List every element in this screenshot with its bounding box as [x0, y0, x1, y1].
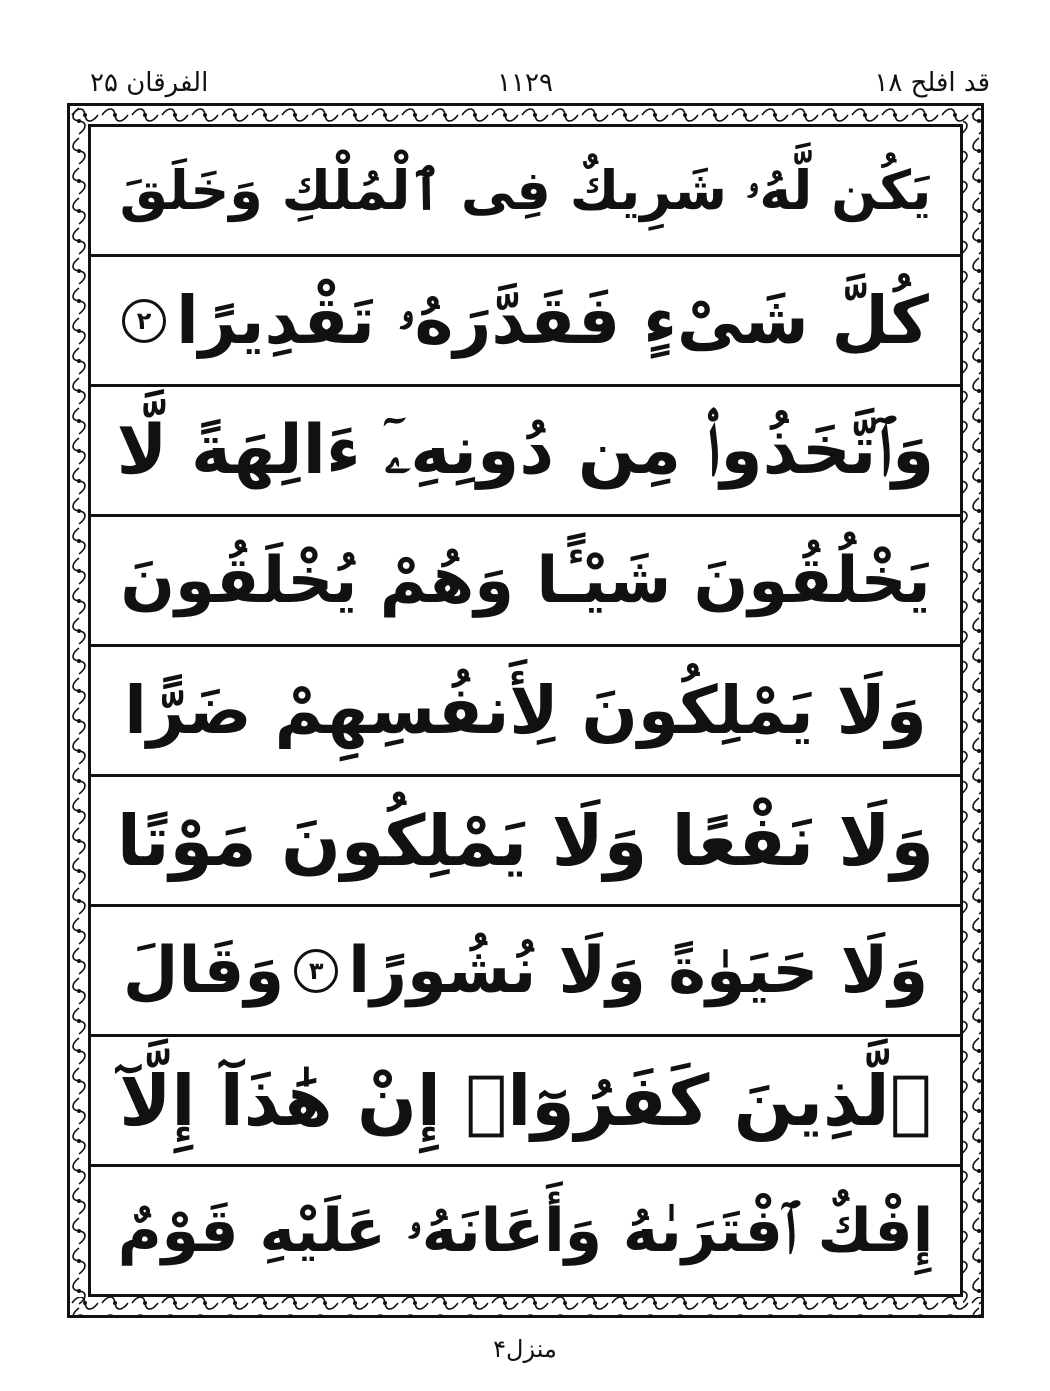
line-5 [91, 647, 960, 777]
line-2 [91, 257, 960, 387]
line-8-text: ٱلَّذِينَ كَفَرُوٓا۟ إِنْ هَٰذَآ إِلَّآ [119, 1059, 932, 1142]
ayah-marker-2: ۲ [122, 299, 166, 343]
line-1 [91, 127, 960, 257]
ayah-marker-3: ۳ [294, 949, 338, 993]
line-7-text-after: وَقَالَ [122, 933, 285, 1008]
line-1-text: يَكُن لَّهُۥ شَرِيكٌ فِى ٱلْمُلْكِ وَخَلَقَ [119, 158, 932, 222]
line-5-text: وَلَا يَمْلِكُونَ لِأَنفُسِهِمْ ضَرًّا [124, 671, 927, 749]
line-4 [91, 517, 960, 647]
line-8 [91, 1037, 960, 1167]
text-panel [88, 124, 963, 1297]
page-number: ۱۱۲۹ [497, 68, 553, 98]
quran-lines [91, 127, 960, 1294]
header-juz-label: قد افلح ۱۸ [874, 68, 990, 98]
header-surah-label: الفرقان ۲۵ [90, 68, 209, 98]
line-3 [91, 387, 960, 517]
line-9 [91, 1167, 960, 1294]
line-6 [91, 777, 960, 907]
manzil-label: منزل۴ [493, 1335, 557, 1363]
line-4-text: يَخْلُقُونَ شَيْـًٔا وَهُمْ يُخْلَقُونَ [120, 543, 931, 618]
line-9-text: إِفْكٌ ٱفْتَرَىٰهُ وَأَعَانَهُۥ عَلَيْهِ قَوْمٌ [117, 1195, 934, 1266]
line-7-text: وَلَا حَيَوٰةً وَلَا نُشُورًا [348, 933, 929, 1008]
line-6-text: وَلَا نَفْعًا وَلَا يَمْلِكُونَ مَوْتًا [116, 799, 935, 882]
line-2-text: كُلَّ شَىْءٍ فَقَدَّرَهُۥ تَقْدِيرًا [176, 281, 929, 359]
line-3-text: وَٱتَّخَذُوا۟ مِن دُونِهِۦٓ ءَالِهَةً لَّا [116, 410, 935, 490]
page-frame [67, 103, 984, 1318]
line-7 [91, 907, 960, 1037]
